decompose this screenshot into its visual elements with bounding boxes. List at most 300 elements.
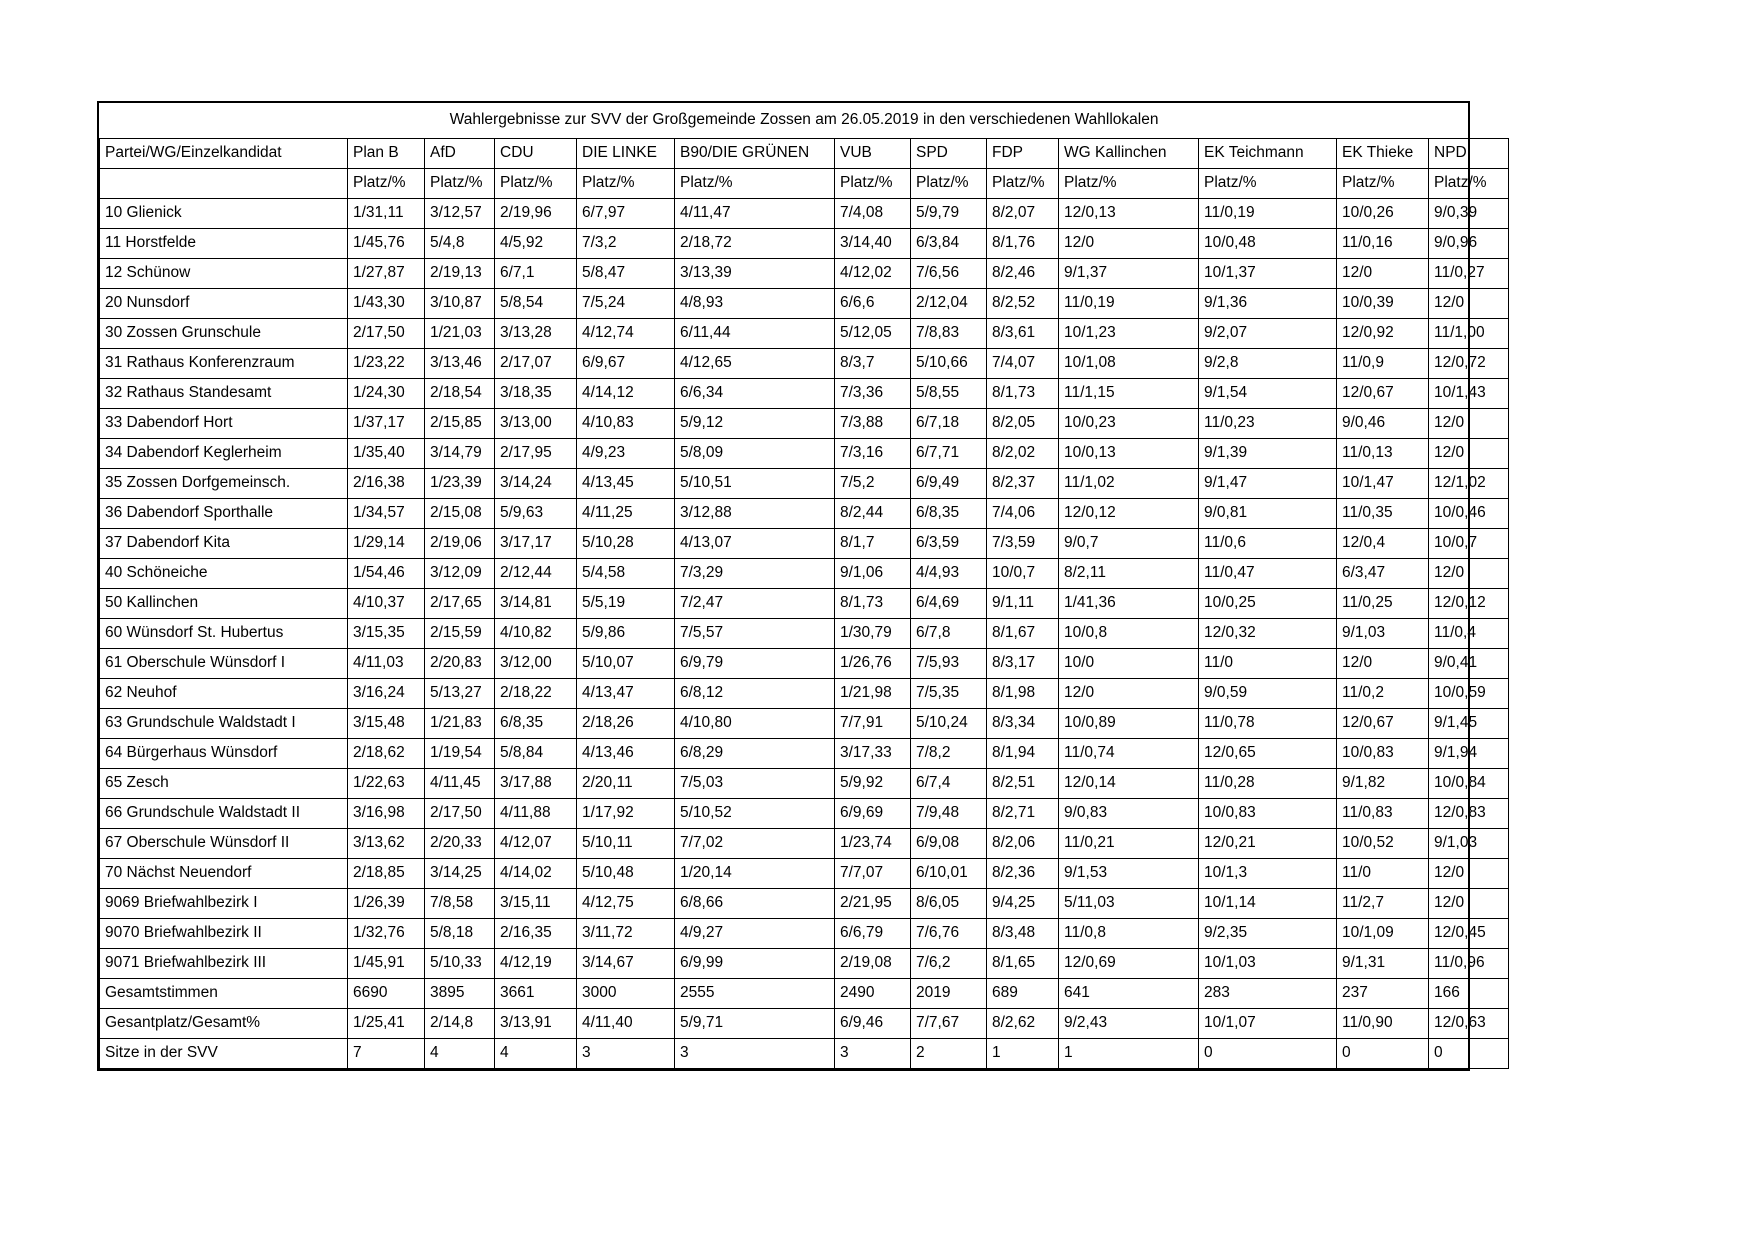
- result-cell: 5/10,51: [675, 469, 835, 499]
- result-cell: 11/0,74: [1059, 739, 1199, 769]
- result-cell: 8/3,17: [987, 649, 1059, 679]
- table-row: [100, 409, 1509, 439]
- result-cell: 9/0,7: [1059, 529, 1199, 559]
- result-cell: 11/0,96: [1429, 949, 1509, 979]
- result-cell: 7/3,88: [835, 409, 911, 439]
- row-label-cell: 32 Rathaus Standesamt: [100, 379, 348, 409]
- result-cell: 2/20,83: [425, 649, 495, 679]
- result-cell: 6/7,18: [911, 409, 987, 439]
- result-cell: 4/12,74: [577, 319, 675, 349]
- result-cell: 9/4,25: [987, 889, 1059, 919]
- result-cell: 3/14,81: [495, 589, 577, 619]
- table-row: [100, 919, 1509, 949]
- result-cell: 3/14,40: [835, 229, 911, 259]
- result-cell: 1/23,22: [348, 349, 425, 379]
- result-cell: 6/11,44: [675, 319, 835, 349]
- result-cell: 3/13,28: [495, 319, 577, 349]
- result-cell: 6/9,08: [911, 829, 987, 859]
- header-cell-unit: Platz/%: [577, 169, 675, 199]
- result-cell: 12/0,13: [1059, 199, 1199, 229]
- result-cell: 6/8,12: [675, 679, 835, 709]
- result-cell: 1/54,46: [348, 559, 425, 589]
- result-cell: 7/8,83: [911, 319, 987, 349]
- table-caption: Wahlergebnisse zur SVV der Großgemeinde Zossen am 26.05.2019 in den verschiedenen Wahllokalen: [100, 103, 1509, 139]
- table-row: [100, 1009, 1509, 1039]
- table-row: [100, 829, 1509, 859]
- result-cell: 1/31,11: [348, 199, 425, 229]
- result-cell: 10/1,37: [1199, 259, 1337, 289]
- result-cell: 7: [348, 1039, 425, 1069]
- header-cell-unit: Platz/%: [675, 169, 835, 199]
- result-cell: 12/0: [1059, 229, 1199, 259]
- result-cell: 1/45,91: [348, 949, 425, 979]
- result-cell: 4: [495, 1039, 577, 1069]
- result-cell: 8/1,94: [987, 739, 1059, 769]
- result-cell: 9/1,39: [1199, 439, 1337, 469]
- result-cell: 1/32,76: [348, 919, 425, 949]
- result-cell: 2555: [675, 979, 835, 1009]
- result-cell: 5/10,52: [675, 799, 835, 829]
- result-cell: 3: [835, 1039, 911, 1069]
- header-cell-unit: Platz/%: [1337, 169, 1429, 199]
- result-cell: 12/0,14: [1059, 769, 1199, 799]
- row-label-cell: 60 Wünsdorf St. Hubertus: [100, 619, 348, 649]
- result-cell: 6/8,66: [675, 889, 835, 919]
- result-cell: 2/18,62: [348, 739, 425, 769]
- header-cell-party: NPD: [1429, 139, 1509, 169]
- header-cell-party: EK Teichmann: [1199, 139, 1337, 169]
- row-label-cell: 35 Zossen Dorfgemeinsch.: [100, 469, 348, 499]
- result-cell: 1/35,40: [348, 439, 425, 469]
- result-cell: 8/1,73: [987, 379, 1059, 409]
- result-cell: 9/0,83: [1059, 799, 1199, 829]
- result-cell: 10/0: [1059, 649, 1199, 679]
- table-row: [100, 979, 1509, 1009]
- header-cell-unit: [100, 169, 348, 199]
- result-cell: 1/22,63: [348, 769, 425, 799]
- result-cell: 10/1,47: [1337, 469, 1429, 499]
- result-cell: 8/3,7: [835, 349, 911, 379]
- result-cell: 5/10,48: [577, 859, 675, 889]
- result-cell: 7/3,59: [987, 529, 1059, 559]
- result-cell: 6/9,49: [911, 469, 987, 499]
- result-cell: 8/1,7: [835, 529, 911, 559]
- result-cell: 6/9,46: [835, 1009, 911, 1039]
- result-cell: 6/6,6: [835, 289, 911, 319]
- result-cell: 6/4,69: [911, 589, 987, 619]
- result-cell: 1/37,17: [348, 409, 425, 439]
- result-cell: 10/0,39: [1337, 289, 1429, 319]
- result-cell: 11/0,8: [1059, 919, 1199, 949]
- result-cell: 10/0,25: [1199, 589, 1337, 619]
- row-label-cell: 9070 Briefwahlbezirk II: [100, 919, 348, 949]
- result-cell: 4/9,27: [675, 919, 835, 949]
- result-cell: 9/0,81: [1199, 499, 1337, 529]
- header-cell-unit: Platz/%: [348, 169, 425, 199]
- table-row: [100, 259, 1509, 289]
- result-cell: 4/10,82: [495, 619, 577, 649]
- result-cell: 3/14,67: [577, 949, 675, 979]
- result-cell: 7/8,2: [911, 739, 987, 769]
- table-row: [100, 319, 1509, 349]
- result-cell: 7/6,56: [911, 259, 987, 289]
- row-label-cell: 11 Horstfelde: [100, 229, 348, 259]
- result-cell: 2/17,95: [495, 439, 577, 469]
- table-row: [100, 199, 1509, 229]
- result-cell: 12/0: [1429, 289, 1509, 319]
- result-cell: 1: [1059, 1039, 1199, 1069]
- result-cell: 11/0,90: [1337, 1009, 1429, 1039]
- result-cell: 5/10,11: [577, 829, 675, 859]
- result-cell: 9/1,03: [1337, 619, 1429, 649]
- result-cell: 6/7,4: [911, 769, 987, 799]
- result-cell: 2/16,35: [495, 919, 577, 949]
- result-cell: 12/0: [1337, 649, 1429, 679]
- table-row: [100, 769, 1509, 799]
- result-cell: 9/0,46: [1337, 409, 1429, 439]
- result-cell: 2/17,50: [425, 799, 495, 829]
- result-cell: 7/3,2: [577, 229, 675, 259]
- header-cell-party: DIE LINKE: [577, 139, 675, 169]
- result-cell: 11/0,23: [1199, 409, 1337, 439]
- result-cell: 2/18,54: [425, 379, 495, 409]
- row-label-cell: 70 Nächst Neuendorf: [100, 859, 348, 889]
- result-cell: 1/43,30: [348, 289, 425, 319]
- result-cell: 12/0: [1429, 559, 1509, 589]
- table-row: [100, 859, 1509, 889]
- result-cell: 5/10,24: [911, 709, 987, 739]
- result-cell: 2/19,08: [835, 949, 911, 979]
- result-cell: 1/45,76: [348, 229, 425, 259]
- result-cell: 12/0,69: [1059, 949, 1199, 979]
- header-cell-unit: Platz/%: [911, 169, 987, 199]
- row-label-cell: 10 Glienick: [100, 199, 348, 229]
- table-head: [100, 103, 1509, 199]
- row-label-cell: 34 Dabendorf Keglerheim: [100, 439, 348, 469]
- result-cell: 7/4,08: [835, 199, 911, 229]
- result-cell: 5/8,54: [495, 289, 577, 319]
- result-cell: 5/9,63: [495, 499, 577, 529]
- result-cell: 1/26,76: [835, 649, 911, 679]
- result-cell: 3/14,79: [425, 439, 495, 469]
- result-cell: 9/1,45: [1429, 709, 1509, 739]
- result-cell: 8/3,61: [987, 319, 1059, 349]
- table-row: [100, 379, 1509, 409]
- result-cell: 6/10,01: [911, 859, 987, 889]
- result-cell: 5/10,66: [911, 349, 987, 379]
- result-cell: 9/1,37: [1059, 259, 1199, 289]
- table-row: [100, 799, 1509, 829]
- result-cell: 5/10,33: [425, 949, 495, 979]
- result-cell: 4/10,83: [577, 409, 675, 439]
- result-cell: 11/0,83: [1337, 799, 1429, 829]
- result-cell: 5/5,19: [577, 589, 675, 619]
- result-cell: 10/0,83: [1337, 739, 1429, 769]
- result-cell: 12/0,21: [1199, 829, 1337, 859]
- result-cell: 1/20,14: [675, 859, 835, 889]
- result-cell: 2/14,8: [425, 1009, 495, 1039]
- result-cell: 1/24,30: [348, 379, 425, 409]
- header-row-parties: [100, 139, 1509, 169]
- result-cell: 7/3,16: [835, 439, 911, 469]
- row-label-cell: 65 Zesch: [100, 769, 348, 799]
- result-cell: 11/0,2: [1337, 679, 1429, 709]
- result-cell: 2/17,07: [495, 349, 577, 379]
- result-cell: 7/3,36: [835, 379, 911, 409]
- result-cell: 3/12,09: [425, 559, 495, 589]
- result-cell: 9/1,54: [1199, 379, 1337, 409]
- result-cell: 11/1,15: [1059, 379, 1199, 409]
- result-cell: 5/13,27: [425, 679, 495, 709]
- result-cell: 6/3,84: [911, 229, 987, 259]
- result-cell: 5/12,05: [835, 319, 911, 349]
- result-cell: 11/0,27: [1429, 259, 1509, 289]
- table-row: [100, 559, 1509, 589]
- result-cell: 10/0,59: [1429, 679, 1509, 709]
- result-cell: 6690: [348, 979, 425, 1009]
- result-cell: 6/8,29: [675, 739, 835, 769]
- result-cell: 10/0,89: [1059, 709, 1199, 739]
- result-cell: 12/1,02: [1429, 469, 1509, 499]
- result-cell: 4/4,93: [911, 559, 987, 589]
- result-cell: 4/13,46: [577, 739, 675, 769]
- result-cell: 9/0,41: [1429, 649, 1509, 679]
- result-cell: 11/0,21: [1059, 829, 1199, 859]
- result-cell: 4/11,45: [425, 769, 495, 799]
- result-cell: 9/1,36: [1199, 289, 1337, 319]
- result-cell: 7/7,07: [835, 859, 911, 889]
- header-cell-party: VUB: [835, 139, 911, 169]
- header-cell-unit: Platz/%: [1199, 169, 1337, 199]
- result-cell: 11/0,19: [1199, 199, 1337, 229]
- result-cell: 12/0: [1429, 409, 1509, 439]
- result-cell: 10/0,23: [1059, 409, 1199, 439]
- result-cell: 9/2,07: [1199, 319, 1337, 349]
- result-cell: 1/34,57: [348, 499, 425, 529]
- result-cell: 8/2,02: [987, 439, 1059, 469]
- result-cell: 3/16,24: [348, 679, 425, 709]
- row-label-cell: 66 Grundschule Waldstadt II: [100, 799, 348, 829]
- result-cell: 7/4,07: [987, 349, 1059, 379]
- result-cell: 12/0: [1429, 889, 1509, 919]
- result-cell: 8/2,37: [987, 469, 1059, 499]
- table-row: [100, 499, 1509, 529]
- result-cell: 12/0,45: [1429, 919, 1509, 949]
- table-row: [100, 349, 1509, 379]
- result-cell: 6/8,35: [495, 709, 577, 739]
- result-cell: 2/21,95: [835, 889, 911, 919]
- result-cell: 10/1,23: [1059, 319, 1199, 349]
- table-row: [100, 739, 1509, 769]
- result-cell: 12/0,63: [1429, 1009, 1509, 1039]
- result-cell: 10/0,7: [1429, 529, 1509, 559]
- result-cell: 3/15,35: [348, 619, 425, 649]
- header-cell-unit: Platz/%: [1429, 169, 1509, 199]
- result-cell: 12/0,12: [1429, 589, 1509, 619]
- result-cell: 9/1,31: [1337, 949, 1429, 979]
- result-cell: 4/13,45: [577, 469, 675, 499]
- result-cell: 7/5,24: [577, 289, 675, 319]
- result-cell: 10/0,26: [1337, 199, 1429, 229]
- result-cell: 7/7,02: [675, 829, 835, 859]
- result-cell: 8/2,11: [1059, 559, 1199, 589]
- result-cell: 1/17,92: [577, 799, 675, 829]
- result-cell: 11/2,7: [1337, 889, 1429, 919]
- result-cell: 6/9,67: [577, 349, 675, 379]
- result-cell: 1/25,41: [348, 1009, 425, 1039]
- result-cell: 7/5,03: [675, 769, 835, 799]
- result-cell: 3/13,00: [495, 409, 577, 439]
- result-cell: 1/23,74: [835, 829, 911, 859]
- table-row: [100, 949, 1509, 979]
- result-cell: 3661: [495, 979, 577, 1009]
- result-cell: 6/8,35: [911, 499, 987, 529]
- result-cell: 10/1,08: [1059, 349, 1199, 379]
- result-cell: 10/1,03: [1199, 949, 1337, 979]
- result-cell: 1/21,03: [425, 319, 495, 349]
- result-cell: 10/0,13: [1059, 439, 1199, 469]
- result-cell: 2/18,72: [675, 229, 835, 259]
- row-label-cell: 36 Dabendorf Sporthalle: [100, 499, 348, 529]
- result-cell: 12/0: [1337, 259, 1429, 289]
- result-cell: 3/17,33: [835, 739, 911, 769]
- header-cell-unit: Platz/%: [835, 169, 911, 199]
- header-cell-party: CDU: [495, 139, 577, 169]
- result-cell: 3/12,57: [425, 199, 495, 229]
- result-cell: 283: [1199, 979, 1337, 1009]
- result-cell: 10/0,8: [1059, 619, 1199, 649]
- row-label-cell: 62 Neuhof: [100, 679, 348, 709]
- result-cell: 9/0,96: [1429, 229, 1509, 259]
- result-cell: 6/7,1: [495, 259, 577, 289]
- result-cell: 2/15,85: [425, 409, 495, 439]
- result-cell: 1/21,98: [835, 679, 911, 709]
- table-caption-row: [100, 103, 1509, 139]
- row-label-cell: 67 Oberschule Wünsdorf II: [100, 829, 348, 859]
- result-cell: 12/0,92: [1337, 319, 1429, 349]
- result-cell: 10/0,84: [1429, 769, 1509, 799]
- result-cell: 2/18,26: [577, 709, 675, 739]
- result-cell: 11/0,47: [1199, 559, 1337, 589]
- header-cell-unit: Platz/%: [495, 169, 577, 199]
- result-cell: 9/1,11: [987, 589, 1059, 619]
- result-cell: 3/17,88: [495, 769, 577, 799]
- table-row: [100, 709, 1509, 739]
- header-cell-party: Plan B: [348, 139, 425, 169]
- result-cell: 3895: [425, 979, 495, 1009]
- result-cell: 12/0: [1429, 439, 1509, 469]
- result-cell: 689: [987, 979, 1059, 1009]
- result-cell: 10/0,52: [1337, 829, 1429, 859]
- result-cell: 9/1,82: [1337, 769, 1429, 799]
- result-cell: 8/6,05: [911, 889, 987, 919]
- header-cell-unit: Platz/%: [425, 169, 495, 199]
- result-cell: 3/13,39: [675, 259, 835, 289]
- result-cell: 12/0,12: [1059, 499, 1199, 529]
- result-cell: 8/3,48: [987, 919, 1059, 949]
- row-label-cell: 37 Dabendorf Kita: [100, 529, 348, 559]
- result-cell: 3: [675, 1039, 835, 1069]
- result-cell: 7/9,48: [911, 799, 987, 829]
- result-cell: 0: [1337, 1039, 1429, 1069]
- result-cell: 5/9,86: [577, 619, 675, 649]
- result-cell: 4/9,23: [577, 439, 675, 469]
- result-cell: 11/1,00: [1429, 319, 1509, 349]
- result-cell: 2/19,96: [495, 199, 577, 229]
- row-label-cell: 64 Bürgerhaus Wünsdorf: [100, 739, 348, 769]
- result-cell: 2/19,13: [425, 259, 495, 289]
- result-cell: 2/12,04: [911, 289, 987, 319]
- table-row: [100, 469, 1509, 499]
- result-cell: 5/10,07: [577, 649, 675, 679]
- result-cell: 8/3,34: [987, 709, 1059, 739]
- result-cell: 10/1,3: [1199, 859, 1337, 889]
- result-cell: 10/0,46: [1429, 499, 1509, 529]
- result-cell: 5/4,58: [577, 559, 675, 589]
- result-cell: 7/4,06: [987, 499, 1059, 529]
- result-cell: 2/18,85: [348, 859, 425, 889]
- result-cell: 641: [1059, 979, 1199, 1009]
- result-cell: 8/1,73: [835, 589, 911, 619]
- row-label-cell: 31 Rathaus Konferenzraum: [100, 349, 348, 379]
- result-cell: 8/1,67: [987, 619, 1059, 649]
- result-cell: 4/5,92: [495, 229, 577, 259]
- table-row: [100, 1039, 1509, 1069]
- result-cell: 12/0,4: [1337, 529, 1429, 559]
- row-label-cell: 9069 Briefwahlbezirk I: [100, 889, 348, 919]
- result-cell: 0: [1199, 1039, 1337, 1069]
- result-cell: 2/12,44: [495, 559, 577, 589]
- row-label-cell: Sitze in der SVV: [100, 1039, 348, 1069]
- result-cell: 9/2,43: [1059, 1009, 1199, 1039]
- result-cell: 12/0: [1059, 679, 1199, 709]
- result-cell: 6/3,59: [911, 529, 987, 559]
- result-cell: 8/1,65: [987, 949, 1059, 979]
- result-cell: 1: [987, 1039, 1059, 1069]
- result-cell: 4/11,03: [348, 649, 425, 679]
- row-label-cell: 40 Schöneiche: [100, 559, 348, 589]
- result-cell: 8/2,44: [835, 499, 911, 529]
- result-cell: 4/12,75: [577, 889, 675, 919]
- result-cell: 10/1,09: [1337, 919, 1429, 949]
- result-cell: 3: [577, 1039, 675, 1069]
- table-row: [100, 889, 1509, 919]
- result-cell: 11/0,9: [1337, 349, 1429, 379]
- result-cell: 4/11,88: [495, 799, 577, 829]
- table-row: [100, 649, 1509, 679]
- header-cell-party: FDP: [987, 139, 1059, 169]
- result-cell: 1/19,54: [425, 739, 495, 769]
- result-cell: 12/0,67: [1337, 379, 1429, 409]
- row-label-cell: 20 Nunsdorf: [100, 289, 348, 319]
- result-cell: 2/18,22: [495, 679, 577, 709]
- result-cell: 3/15,48: [348, 709, 425, 739]
- result-cell: 3/10,87: [425, 289, 495, 319]
- result-cell: 8/2,52: [987, 289, 1059, 319]
- result-cell: 6/9,69: [835, 799, 911, 829]
- result-cell: 7/5,57: [675, 619, 835, 649]
- result-cell: 6/9,79: [675, 649, 835, 679]
- result-cell: 6/6,34: [675, 379, 835, 409]
- result-cell: 1/30,79: [835, 619, 911, 649]
- row-label-cell: 30 Zossen Grunschule: [100, 319, 348, 349]
- result-cell: 5/4,8: [425, 229, 495, 259]
- result-cell: 7/8,58: [425, 889, 495, 919]
- table-row: [100, 589, 1509, 619]
- result-cell: 12/0,83: [1429, 799, 1509, 829]
- result-cell: 8/1,98: [987, 679, 1059, 709]
- result-cell: 11/0,4: [1429, 619, 1509, 649]
